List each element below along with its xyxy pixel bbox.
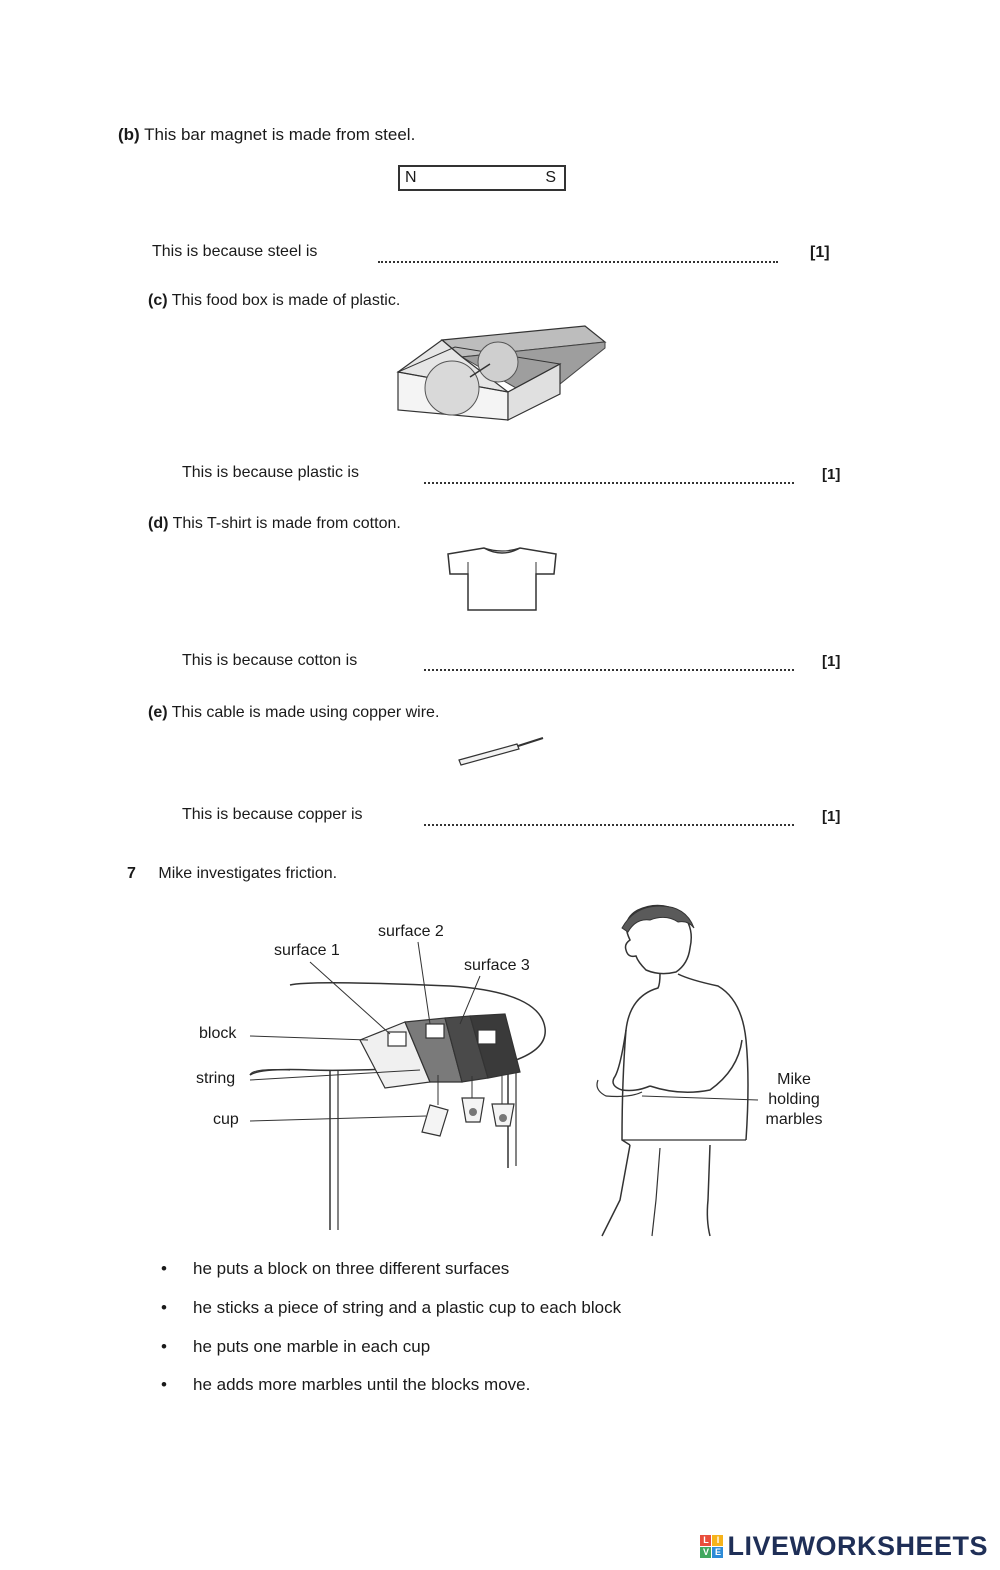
answer-prompt-c: This is because plastic is [182, 464, 359, 481]
logo-tile-4: E [712, 1547, 723, 1558]
cable-figure [455, 732, 547, 768]
bullet-dot: • [161, 1375, 167, 1394]
label-surface-2: surface 2 [378, 923, 444, 940]
tshirt-figure [444, 544, 560, 612]
label-mike-line3: marbles [765, 1111, 823, 1128]
question-7-number: 7 [127, 865, 136, 882]
answer-prompt-b: This is because steel is [152, 243, 318, 260]
question-7-text: Mike investigates friction. [158, 865, 338, 882]
bullet-dot: • [161, 1259, 167, 1278]
answer-prompt-e: This is because copper is [182, 806, 363, 823]
question-e-text: This cable is made using copper wire. [171, 704, 440, 721]
bar-magnet-figure [398, 165, 566, 191]
question-b-label: (b) [118, 125, 140, 144]
marks-d: [1] [822, 653, 841, 670]
friction-diagram [190, 900, 850, 1240]
bullet-3-text: he puts one marble in each cup [193, 1337, 431, 1356]
question-c-label: (c) [148, 292, 168, 309]
question-c [148, 292, 400, 310]
answer-prompt-d: This is because cotton is [182, 652, 358, 669]
bullet-1-text: he puts a block on three different surfaces [193, 1259, 510, 1278]
label-surface-3: surface 3 [464, 957, 530, 974]
bullet-3 [161, 1337, 431, 1357]
magnet-south-label: S [545, 169, 556, 186]
question-b-text: This bar magnet is made from steel. [144, 125, 416, 144]
question-d-text: This T-shirt is made from cotton. [172, 515, 401, 532]
bullet-1 [161, 1259, 510, 1279]
label-block: block [199, 1025, 237, 1042]
answer-line-e[interactable] [424, 824, 794, 826]
label-cup: cup [213, 1111, 239, 1128]
question-e [148, 704, 439, 722]
logo-tile-3: V [700, 1547, 711, 1558]
logo-tile-1: L [700, 1535, 711, 1546]
food-box-figure [390, 322, 610, 427]
bullet-4 [161, 1375, 531, 1395]
answer-line-d[interactable] [424, 669, 794, 671]
answer-line-c[interactable] [424, 482, 794, 484]
question-e-label: (e) [148, 704, 168, 721]
food-box-drawing [390, 322, 610, 427]
bullet-4-text: he adds more marbles until the blocks move. [193, 1375, 531, 1394]
label-mike [752, 1070, 836, 1130]
answer-line-b[interactable] [378, 261, 778, 263]
logo-tile-2: I [712, 1535, 723, 1546]
cable-drawing [455, 732, 547, 768]
bullet-dot: • [161, 1337, 167, 1356]
question-7 [127, 865, 337, 883]
tshirt-drawing [444, 544, 560, 612]
label-mike-line1: Mike [777, 1071, 811, 1088]
magnet-north-label: N [405, 169, 417, 186]
question-b [118, 125, 415, 145]
liveworksheets-logo[interactable] [700, 1531, 988, 1562]
label-surface-1: surface 1 [274, 942, 340, 959]
question-d-label: (d) [148, 515, 169, 532]
label-string: string [196, 1070, 236, 1087]
marks-e: [1] [822, 808, 841, 825]
marks-c: [1] [822, 466, 841, 483]
question-d [148, 515, 401, 533]
bullet-dot: • [161, 1298, 167, 1317]
label-mike-line2: holding [768, 1091, 820, 1108]
logo-grid-icon [700, 1535, 723, 1558]
bullet-2-text: he sticks a piece of string and a plastic cup to each block [193, 1298, 622, 1317]
question-c-text: This food box is made of plastic. [171, 292, 401, 309]
logo-text: LIVEWORKSHEETS [727, 1531, 988, 1561]
marks-b: [1] [810, 244, 830, 261]
bullet-2 [161, 1298, 622, 1318]
